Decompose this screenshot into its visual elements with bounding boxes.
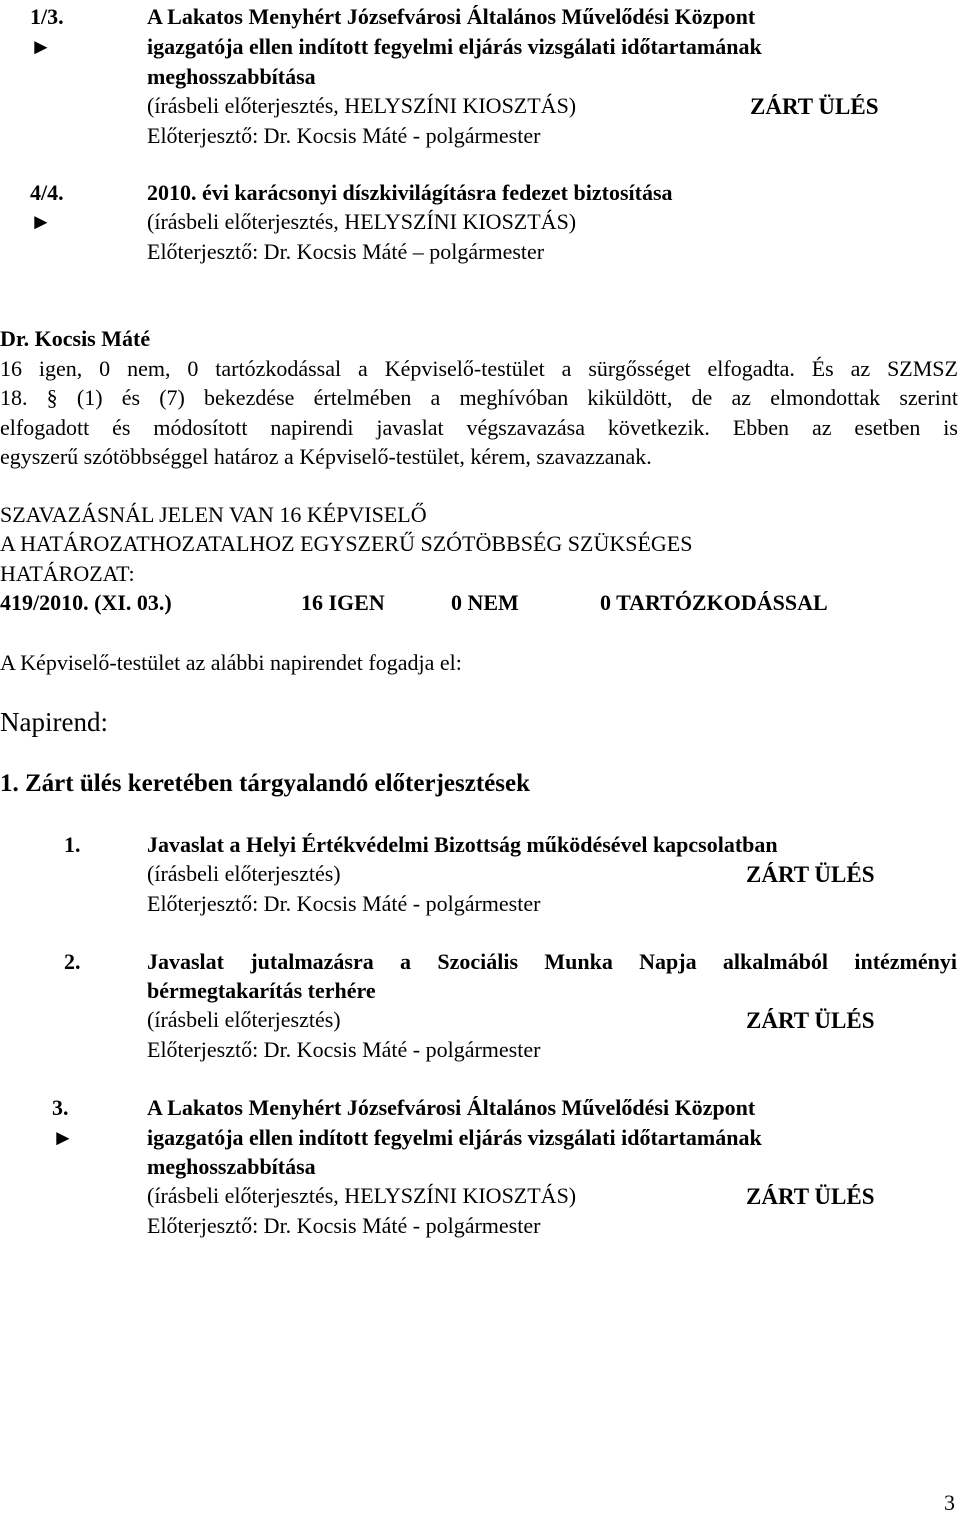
vote-yes: 16 IGEN <box>301 590 385 615</box>
session-type: ZÁRT ÜLÉS <box>746 1008 875 1033</box>
item-title-line: igazgatója ellen indított fegyelmi eljárás vizsgálati időtartamának <box>147 34 762 59</box>
agenda-item-number: 2. <box>64 949 81 974</box>
arrow-icon: ► <box>30 209 52 234</box>
section-heading: 1. Zárt ülés keretében tárgyalandó előterjesztések <box>0 770 530 797</box>
session-type: ZÁRT ÜLÉS <box>746 862 875 887</box>
item-title-line: meghosszabbítása <box>147 64 316 89</box>
item-type: (írásbeli előterjesztés, HELYSZÍNI KIOSZTÁS) <box>147 209 577 234</box>
resolution-number: 419/2010. (XI. 03.) <box>0 590 172 615</box>
item-number: 4/4. <box>30 180 64 205</box>
agenda-item-number: 1. <box>64 832 81 857</box>
agenda-item-title-line: Javaslat a Helyi Értékvédelmi Bizottság működésével kapcsolatban <box>147 832 778 857</box>
item-type: (írásbeli előterjesztés, HELYSZÍNI KIOSZTÁS) <box>147 93 577 118</box>
agenda-item-type: (írásbeli előterjesztés) <box>147 1007 341 1032</box>
arrow-icon: ► <box>52 1125 74 1150</box>
page-number: 3 <box>944 1490 955 1515</box>
item-presenter: Előterjesztő: Dr. Kocsis Máté – polgármester <box>147 239 545 264</box>
speech-line: 18. § (1) és (7) bekezdése értelmében a meghívóban kiküldött, de az elmondottak szerint <box>0 385 958 410</box>
agenda-item-title-line: bérmegtakarítás terhére <box>147 978 376 1003</box>
agenda-item-title-line: igazgatója ellen indított fegyelmi eljárás vizsgálati időtartamának <box>147 1125 762 1150</box>
item-presenter: Előterjesztő: Dr. Kocsis Máté - polgármester <box>147 123 541 148</box>
resolution-text: A Képviselő-testület az alábbi napirendet fogadja el: <box>0 650 462 675</box>
agenda-heading: Napirend: <box>0 707 108 737</box>
session-type: ZÁRT ÜLÉS <box>746 1184 875 1209</box>
agenda-item-title-line: A Lakatos Menyhért Józsefvárosi Általános Művelődési Központ <box>147 1095 756 1120</box>
agenda-item-presenter: Előterjesztő: Dr. Kocsis Máté - polgármester <box>147 1213 541 1238</box>
agenda-item-presenter: Előterjesztő: Dr. Kocsis Máté - polgármester <box>147 1037 541 1062</box>
arrow-icon: ► <box>30 34 52 59</box>
agenda-item-type: (írásbeli előterjesztés) <box>147 861 341 886</box>
item-number: 1/3. <box>30 4 64 29</box>
agenda-item-presenter: Előterjesztő: Dr. Kocsis Máté - polgármester <box>147 891 541 916</box>
speech-line: 16 igen, 0 nem, 0 tartózkodással a Képviselő-testület a sürgősséget elfogadta. És az SZMSZ <box>0 356 958 381</box>
vote-majority: A HATÁROZATHOZATALHOZ EGYSZERŰ SZÓTÖBBSÉG SZÜKSÉGES <box>0 531 693 556</box>
speaker-name: Dr. Kocsis Máté <box>0 326 151 351</box>
item-title: 2010. évi karácsonyi díszkivilágításra fedezet biztosítása <box>147 180 673 205</box>
vote-abstain: 0 TARTÓZKODÁSSAL <box>600 590 828 615</box>
vote-no: 0 NEM <box>451 590 519 615</box>
resolution-label: HATÁROZAT: <box>0 561 135 586</box>
speech-line: elfogadott és módosított napirendi javaslat végszavazása következik. Ebben az esetben is <box>0 415 958 440</box>
agenda-item-title-line: Javaslat jutalmazásra a Szociális Munka Napja alkalmából intézményi <box>147 949 957 974</box>
session-type: ZÁRT ÜLÉS <box>750 94 879 119</box>
agenda-item-title-line: meghosszabbítása <box>147 1154 316 1179</box>
agenda-item-number: 3. <box>52 1095 69 1120</box>
speech-line: egyszerű szótöbbséggel határoz a Képviselő-testület, kérem, szavazzanak. <box>0 444 652 469</box>
agenda-item-type: (írásbeli előterjesztés, HELYSZÍNI KIOSZTÁS) <box>147 1183 577 1208</box>
item-title-line: A Lakatos Menyhért Józsefvárosi Általános Művelődési Központ <box>147 4 756 29</box>
vote-present: SZAVAZÁSNÁL JELEN VAN 16 KÉPVISELŐ <box>0 502 427 527</box>
